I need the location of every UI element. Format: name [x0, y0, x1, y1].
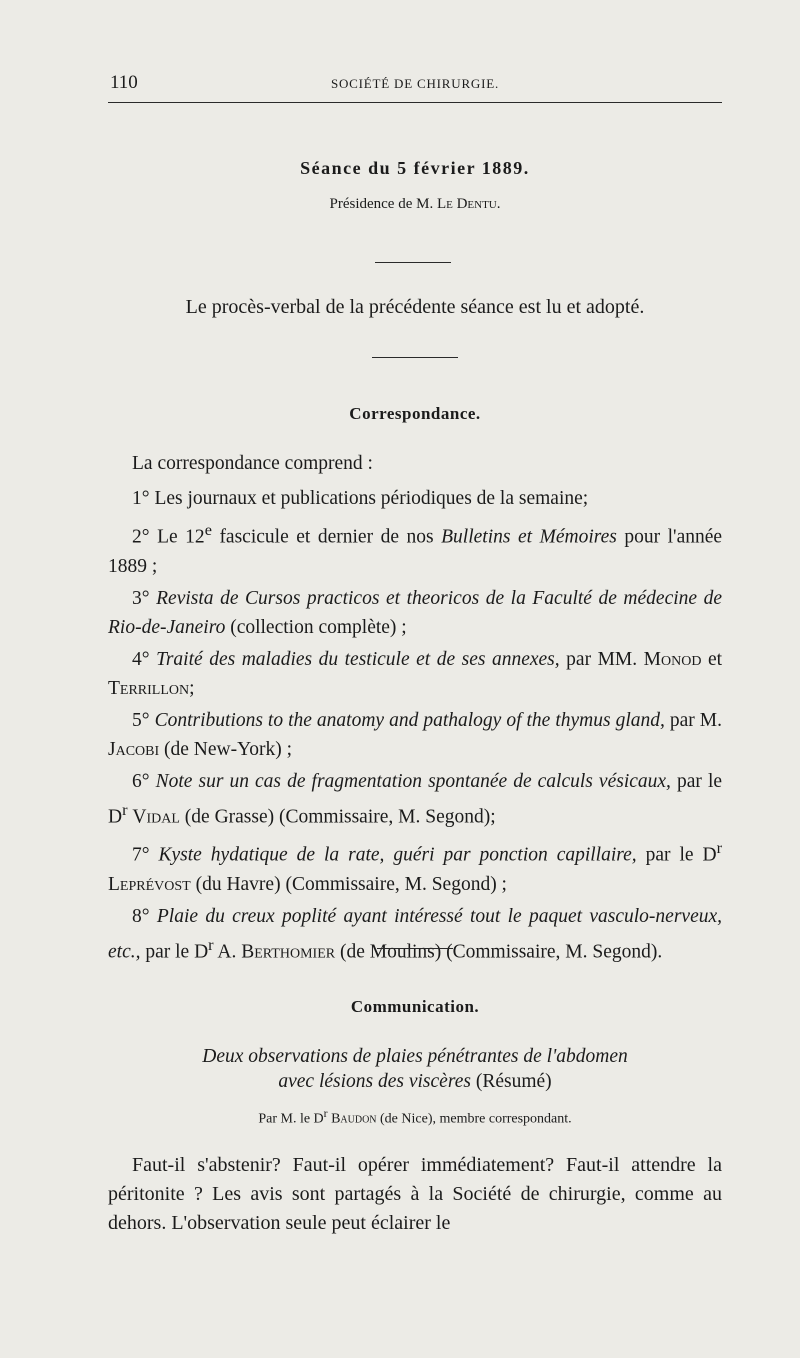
running-header: [108, 70, 722, 103]
list-item: 1° Les journaux et publications périodiques de la semaine;: [132, 488, 589, 509]
list-item: 6° Note sur un cas de fragmentation spontanée de calculs vésicaux, par le $D^r$ Vidal (de Grasse) (Commissaire, M. Segond);: [108, 770, 723, 827]
communication-title: [108, 1044, 722, 1094]
list-item: 3° Revista de Cursos practicos et theoricos de la Faculté de médecine de Rio-de-Janeiro (collection complète) ;: [108, 587, 723, 638]
communication-title-line2: avec lésions des viscères: [278, 1071, 471, 1092]
communication-body: Faut-il s'abstenir? Faut-il opérer immédiatement? Faut-il attendre la péritonite ? Les avis sont partagés à la Société de chirurgie, comme au dehors. L'observation seule peut éclairer le: [108, 1154, 722, 1234]
section-divider: [377, 948, 453, 949]
section-divider: [372, 357, 458, 358]
president-name: Le Dentu.: [436, 196, 501, 212]
communication-title-line1: Deux observations de plaies pénétrantes de l'abdomen: [202, 1046, 628, 1067]
section-divider: [375, 262, 451, 263]
seance-title: Séance du 5 février 1889.: [300, 158, 530, 178]
correspondance-list: [108, 449, 722, 966]
list-item: 2° Le 12e fascicule et dernier de nos Bulletins et Mémoires pour l'année 1889 ;: [108, 521, 723, 577]
list-item: 5° Contributions to the anatomy and pathalogy of the thymus gland, par M. Jacobi (de New-York) ;: [108, 709, 723, 760]
list-item: 4° Traité des maladies du testicule et de ses annexes, par MM. Monod et Terrillon;: [108, 648, 723, 699]
resume-label: (Résumé): [475, 1071, 552, 1092]
communication-byline: Par M. le $D^r$ Baudon (de Nice), membre correspondant.: [258, 1107, 572, 1127]
proces-verbal: Le procès-verbal de la précédente séance est lu et adopté.: [185, 296, 645, 318]
communication-heading: Communication.: [350, 997, 480, 1016]
page-number: 110: [110, 72, 138, 93]
running-title: SOCIÉTÉ DE CHIRURGIE.: [330, 76, 500, 91]
presidence-prefix: Présidence de M.: [329, 196, 434, 212]
list-item: 7° Kyste hydatique de la rate, guéri par ponction capillaire, par le $D^r$ Leprévost (du Havre) (Commissaire, M. Segond) ;: [108, 839, 723, 895]
list-item: 8° Plaie du creux poplité ayant intéressé tout le paquet vasculo-nerveux, etc., par le $D^r$ A. Berthomier (de Moulins) (Commissaire, M. Segond).: [108, 905, 723, 962]
correspondance-intro: La correspondance comprend :: [132, 453, 373, 474]
correspondance-heading: Correspondance.: [349, 404, 481, 423]
seance-block: [108, 158, 722, 213]
presidence-line: [108, 196, 722, 213]
